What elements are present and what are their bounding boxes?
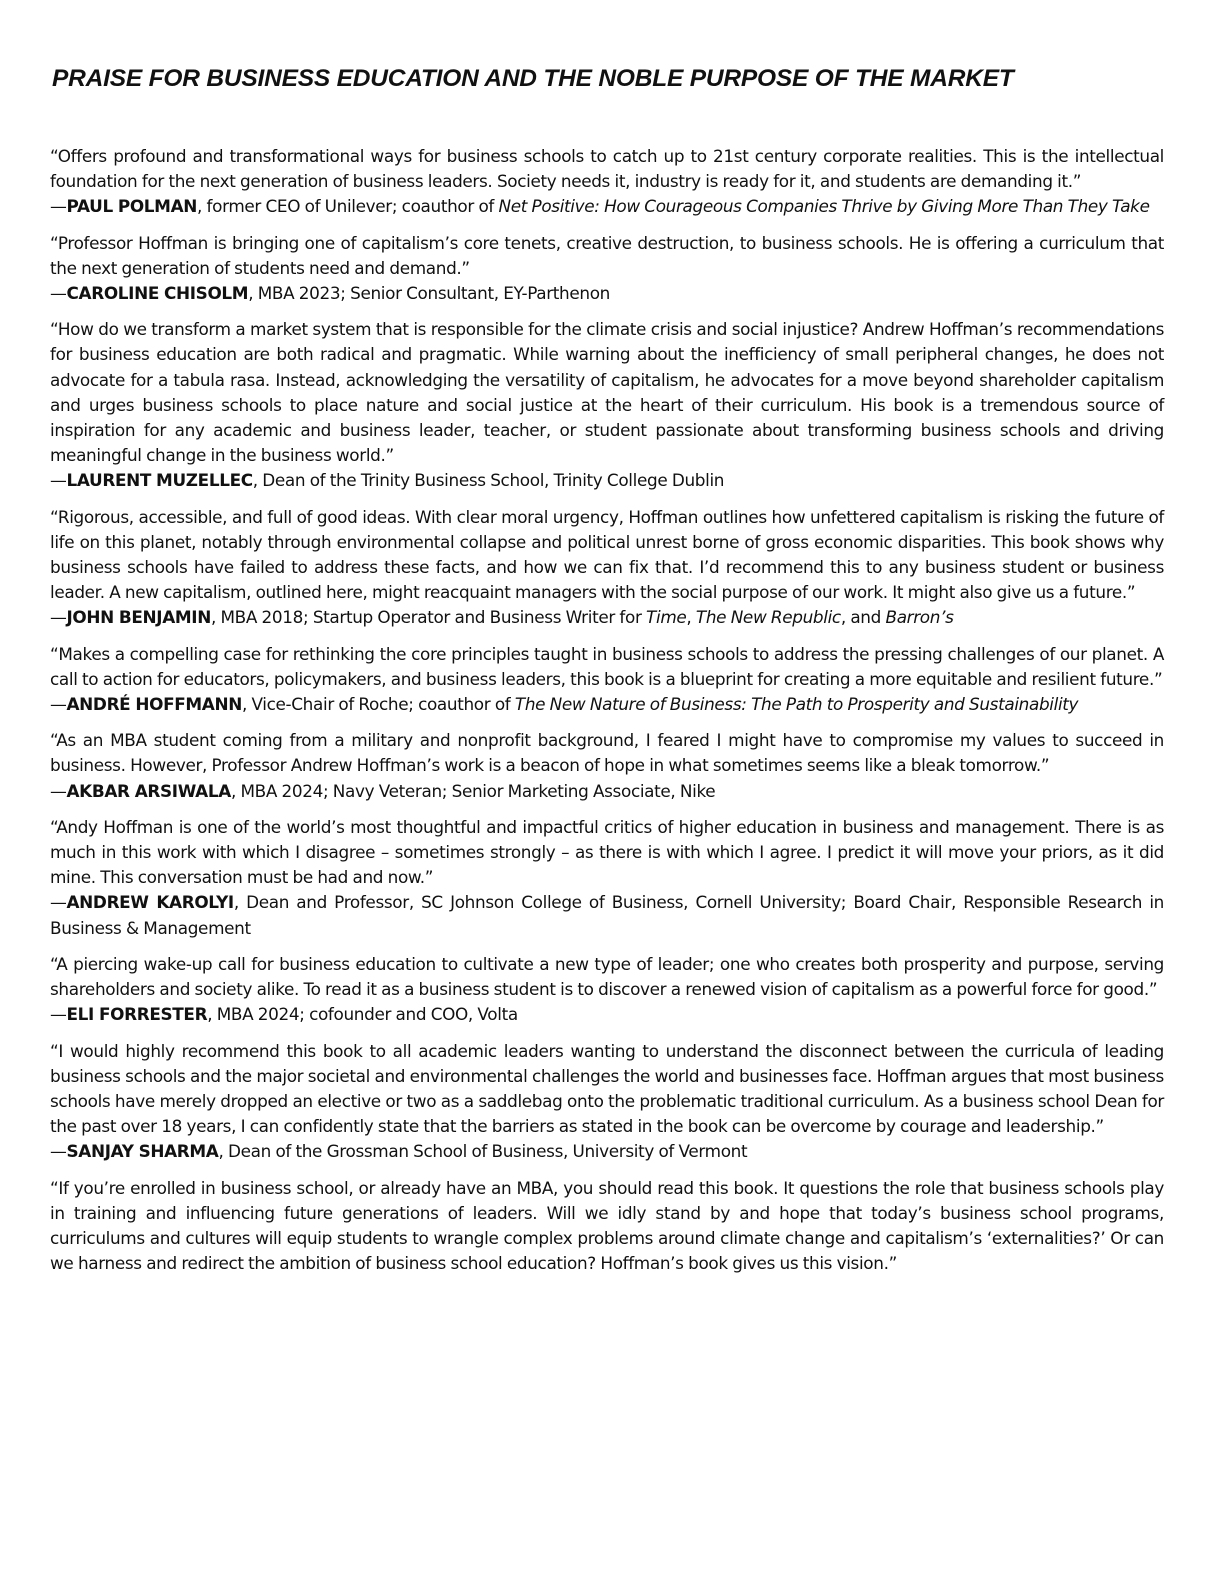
praise-page bbox=[50, 62, 1164, 1287]
endorser-role: , MBA 2024; cofounder and COO, Volta bbox=[207, 1004, 518, 1025]
attribution bbox=[50, 194, 1164, 219]
endorser-name: ELI FORRESTER bbox=[66, 1004, 208, 1025]
em-dash: — bbox=[50, 1004, 67, 1025]
page-title: PRAISE FOR BUSINESS EDUCATION AND THE NOBLE PURPOSE OF THE MARKET bbox=[52, 65, 1014, 92]
endorser-role: , Dean of the Grossman School of Business, University of Vermont bbox=[218, 1141, 748, 1162]
endorser-role: , MBA 2023; Senior Consultant, EY-Parthenon bbox=[248, 283, 610, 304]
publication-title: Time bbox=[646, 607, 687, 628]
separator: , bbox=[686, 607, 696, 628]
attribution bbox=[50, 468, 1164, 493]
attribution bbox=[50, 1002, 1164, 1027]
quote-text: “I would highly recommend this book to all academic leaders wanting to understand the disconnect between the curricula of leading business schools and the major societal and environmental challenges the world and businesses face. Hoffman argues that most business schools have merely dropped an elective or two as a saddlebag onto the problematic traditional curriculum. As a business school Dean for the past over 18 years, I can confidently state that the barriers as stated in the book can be overcome by courage and leadership.” bbox=[50, 1040, 1164, 1137]
praise-blurb bbox=[50, 144, 1164, 220]
endorser-name: ANDREW KAROLYI bbox=[66, 892, 234, 913]
em-dash: — bbox=[50, 1141, 67, 1162]
endorser-role: , MBA 2024; Navy Veteran; Senior Marketing Associate, Nike bbox=[230, 780, 716, 801]
praise-blurb bbox=[50, 505, 1164, 631]
praise-blurb bbox=[50, 952, 1164, 1028]
quote-text: “Offers profound and transformational ways for business schools to catch up to 21st century corporate realities. This is the intellectual foundation for the next generation of business leaders. Society needs it, industry is ready for it, and students are demanding it.” bbox=[50, 146, 1164, 192]
endorser-role: , Dean and Professor, SC Johnson College of Business, Cornell University; Board Chair, Responsible Research in Business & Management bbox=[50, 892, 1164, 938]
endorser-name: SANJAY SHARMA bbox=[66, 1141, 219, 1162]
book-title: Net Positive: How Courageous Companies Thrive by Giving More Than They Take bbox=[498, 196, 1150, 217]
quote-text: “Professor Hoffman is bringing one of capitalism’s core tenets, creative destruction, to business schools. He is offering a curriculum that the next generation of students need and demand.” bbox=[50, 232, 1164, 278]
em-dash: — bbox=[50, 607, 67, 628]
publication-title: The New Republic bbox=[695, 607, 841, 628]
praise-blurb bbox=[50, 815, 1164, 941]
attribution bbox=[50, 779, 1164, 804]
praise-blurb bbox=[50, 1176, 1164, 1277]
em-dash: — bbox=[50, 892, 67, 913]
attribution bbox=[50, 605, 1164, 630]
praise-blurb bbox=[50, 728, 1164, 804]
praise-blurb bbox=[50, 317, 1164, 493]
quote-text: “Rigorous, accessible, and full of good ideas. With clear moral urgency, Hoffman outlines how unfettered capitalism is risking the future of life on this planet, notably through environmental collapse and political unrest borne of gross economic disparities. This book shows why business schools have failed to address these facts, and how we can fix that. I’d recommend this to any business student or business leader. A new capitalism, outlined here, might reacquaint managers with the social purpose of our work. It might also give us a future.” bbox=[50, 506, 1164, 603]
em-dash: — bbox=[50, 196, 67, 217]
endorser-role: , former CEO of Unilever; coauthor of bbox=[197, 196, 499, 217]
attribution bbox=[50, 692, 1164, 717]
em-dash: — bbox=[50, 283, 67, 304]
publication-title: Barron’s bbox=[885, 607, 954, 628]
endorser-name: ANDRÉ HOFFMANN bbox=[66, 694, 242, 715]
endorser-name: LAURENT MUZELLEC bbox=[66, 470, 253, 491]
attribution bbox=[50, 281, 1164, 306]
endorser-name: PAUL POLMAN bbox=[66, 196, 198, 217]
endorser-name: CAROLINE CHISOLM bbox=[66, 283, 249, 304]
endorser-role: , Dean of the Trinity Business School, Trinity College Dublin bbox=[252, 470, 725, 491]
attribution bbox=[50, 1139, 1164, 1164]
endorser-name: JOHN BENJAMIN bbox=[66, 607, 211, 628]
quote-text: “A piercing wake-up call for business education to cultivate a new type of leader; one who creates both prosperity and purpose, serving shareholders and society alike. To read it as a business student is to discover a renewed vision of capitalism as a powerful force for good.” bbox=[50, 953, 1164, 1000]
quote-text: “How do we transform a market system that is responsible for the climate crisis and social injustice? Andrew Hoffman’s recommendations for business education are both radical and pragmatic. While warning about the inefficiency of small peripheral changes, he does not advocate for a tabula rasa. Instead, acknowledging the versatility of capitalism, he advocates for a move beyond shareholder capitalism and urges business schools to place nature and social justice at the heart of their curriculum. His book is a tremendous source of inspiration for any academic and business leader, teacher, or student passionate about transforming business schools and driving meaningful change in the business world.” bbox=[50, 319, 1164, 466]
book-title: The New Nature of Business: The Path to Prosperity and Sustainability bbox=[514, 694, 1079, 715]
endorser-name: AKBAR ARSIWALA bbox=[66, 780, 231, 801]
quote-text: “Makes a compelling case for rethinking the core principles taught in business schools to address the pressing challenges of our planet. A call to action for educators, policymakers, and business leaders, this book is a blueprint for creating a more equitable and resilient future.” bbox=[50, 643, 1164, 689]
em-dash: — bbox=[50, 694, 67, 715]
quote-text: “As an MBA student coming from a military and nonprofit background, I feared I might have to compromise my values to succeed in business. However, Professor Andrew Hoffman’s work is a beacon of hope in what sometimes seems like a bleak tomorrow.” bbox=[50, 730, 1164, 776]
em-dash: — bbox=[50, 780, 67, 801]
em-dash: — bbox=[50, 470, 67, 491]
separator: , and bbox=[840, 607, 886, 628]
quote-text: “Andy Hoffman is one of the world’s most thoughtful and impactful critics of higher education in business and management. There is as much in this work with which I disagree – sometimes strongly – as there is with which I agree. I predict it will move your priors, as it did mine. This conversation must be had and now.” bbox=[50, 816, 1164, 888]
endorser-role: , Vice-Chair of Roche; coauthor of bbox=[241, 694, 515, 715]
endorser-role: , MBA 2018; Startup Operator and Business Writer for bbox=[210, 607, 647, 628]
attribution bbox=[50, 890, 1164, 940]
praise-blurb bbox=[50, 642, 1164, 718]
praise-blurb bbox=[50, 1039, 1164, 1165]
praise-blurb bbox=[50, 231, 1164, 307]
quote-text: “If you’re enrolled in business school, or already have an MBA, you should read this book. It questions the role that business schools play in training and influencing future generations of leaders. Will we idly stand by and hope that today’s business school programs, curriculums and cultures will equip students to wrangle complex problems around climate change and capitalism’s ‘externalities?’ Or can we harness and redirect the ambition of business school education? Hoffman’s book gives us this vision.” bbox=[50, 1177, 1164, 1274]
